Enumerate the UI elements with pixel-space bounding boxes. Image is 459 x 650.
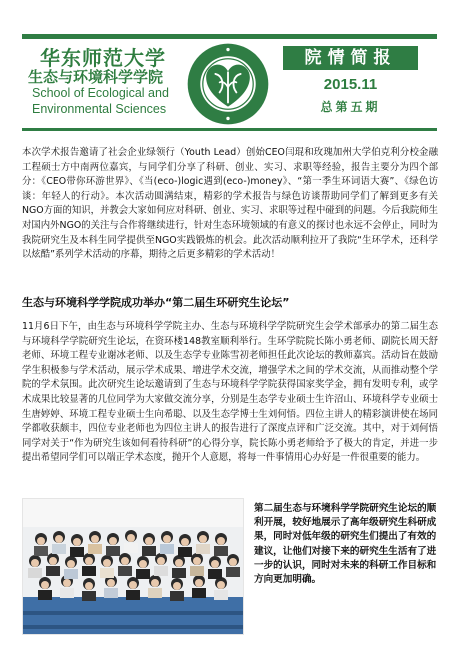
group-photo-icon [23, 499, 244, 635]
bulletin-title: 院情简报 [283, 46, 418, 70]
school-name-en-line2: Environmental Sciences [32, 102, 167, 116]
school-name-en-line1: School of Ecological and [32, 86, 169, 100]
bottom-rule [22, 128, 437, 131]
university-name: 华东师范大学 [40, 46, 166, 70]
photo-caption-text: 第二届生态与环境科学学院研究生论坛的顺利开展，较好地展示了高年级研究生科研成果，同时对低年级的研究生们提出了有效的建议，让他们对接下来的研究生生活有了进一步的认识，同时对未来的科研工作目标和方向更加明确。 [254, 503, 437, 586]
issue-date: 2015.11 [323, 76, 378, 93]
header [0, 0, 459, 140]
issue-number: 总第五期 [320, 100, 381, 114]
group-photo [22, 498, 244, 635]
article-body: 11月6日下午，由生态与环境科学学院主办、生态与环境科学学院研究生会学术部承办的第二届生态与环境科学学院研究生论坛，在资环楼148教室顺利举行。生环学院院长陈小勇老师、副院长周天舒老师、环境工程专业谢冰老师、以及生态学专业陈雪初老师担任此次论坛的教师嘉宾。活动旨在鼓励学生积极参与学术活动，展示学术成果、增进学术交流，增强学术之间的学术交流，从而推动整个学院的学术氛围。此次研究生论坛邀请到了生态与环境科学学院获得国家奖学金，拥有发明专利，或学术成果比较显著的几位同学为大家做交流分享，分别是生态学专业硕士生许沼山、环境科学专业硕士生唐婷婷、环境工程专业硕士生向希聪、以及生态学博士生刘何悟。四位主讲人的精彩演讲使在场同学都收获颇丰，四位专业老师也为四位主讲人的报告进行了深度点评和广泛交流。其中，对于刘何悟同学对关于“作为研究生该如何看待科研”的心得分享，院长陈小勇老师给予了极大的肯定，并进一步提出希望同学们可以端正学术态度，抛开个人意愿，将每一件事情用心办好是一件很重要的能力。 [22, 321, 438, 464]
intro-paragraph: 本次学术报告邀请了社会企业绿领行（Youth Lead）创始CEO闫琨和玫瑰加州大学伯克利分校金融工程硕士方中南两位嘉宾，与同学们分享了科研、创业、实习、求职等经验，报告主要分为四个部分：《CEO带你环游世界》、《当(eco-)logic遇到(eco-)money》、“第一季生环词语大赛”、《绿色访谈：年轻人的行动》。本次活动圆满结束，精彩的学术报告与绿色访谈帮助同学们了解到更多有关NGO方面的知识，并教会大家如何应对科研、创业、实习、求职等过程中碰到的问题。今后我院师生对国内外NGO的关注与合作将继续进行，针对生态环境领域的有意义的探讨也永远不会停止，同时为我院研究生及本科生同学提供至NGO实践锻炼的机会。此次活动顺利拉开了我院“生环学术，还科学以炫酷”系列学术活动的序幕，期待之后更多精彩的学术活动！ [22, 147, 438, 261]
article-headline: 生态与环境科学学院成功举办“第二届生环研究生论坛” [22, 296, 290, 309]
university-seal-icon [186, 42, 270, 126]
top-rule [22, 34, 437, 39]
school-name-cn: 生态与环境科学学院 [28, 68, 164, 86]
